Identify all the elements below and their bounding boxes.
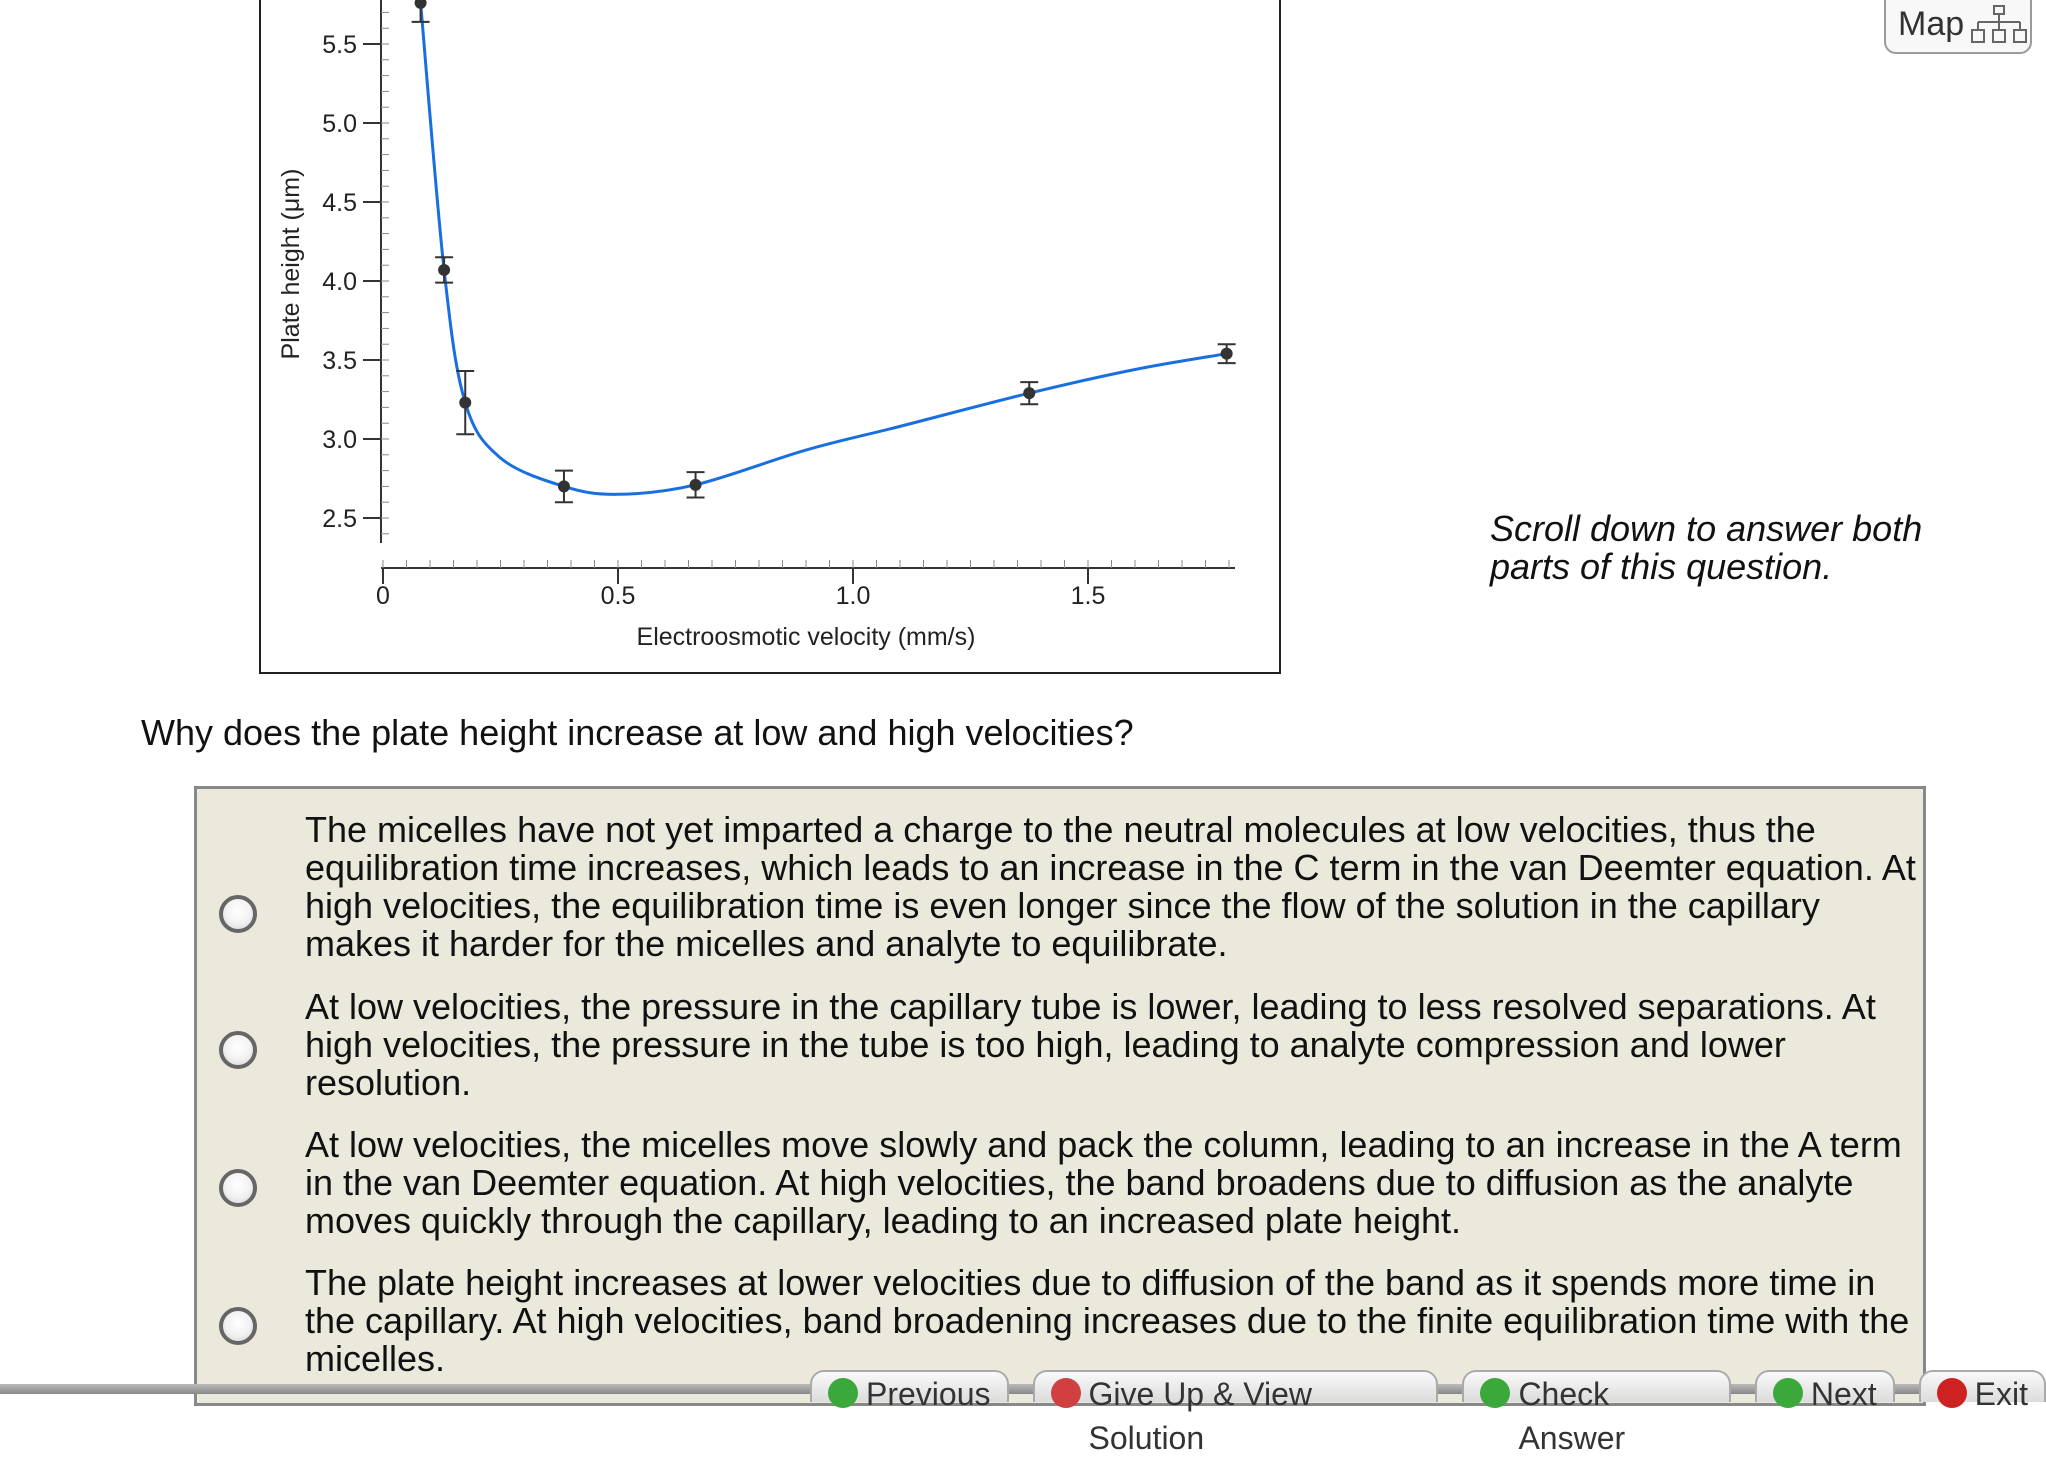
next-icon xyxy=(1773,1378,1803,1408)
radio-button-4[interactable] xyxy=(219,1307,257,1345)
radio-button-3[interactable] xyxy=(219,1169,257,1207)
y-axis xyxy=(322,0,389,543)
exit-label: Exit xyxy=(1974,1376,2028,1412)
give-up-icon xyxy=(1051,1378,1081,1408)
y-tick-label: 3.0 xyxy=(322,426,357,454)
give-up-label: Give Up & View Solution xyxy=(1088,1376,1312,1456)
chart-frame xyxy=(259,0,1281,674)
data-point xyxy=(555,471,573,503)
next-label: Next xyxy=(1810,1376,1877,1412)
give-up-button[interactable] xyxy=(1033,1370,1439,1456)
previous-label: Previous xyxy=(866,1376,991,1412)
footer-toolbar xyxy=(810,1370,2046,1456)
choice-2-text: At low velocities, the pressure in the capillary tube is lower, leading to less resolved separations. At high velocities, the pressure in the tube is too high, leading to analyte compression and lower resolution. xyxy=(305,986,1876,1103)
check-answer-button[interactable] xyxy=(1462,1370,1730,1456)
next-button[interactable] xyxy=(1755,1370,1895,1412)
previous-button[interactable] xyxy=(810,1370,1009,1412)
choice-4-text: The plate height increases at lower velocities due to diffusion of the band as it spends more time in the capillary. At high velocities, band broadening increases due to the finite equilibration time with the micelles. xyxy=(305,1262,1910,1379)
question-text: Why does the plate height increase at low and high velocities? xyxy=(141,712,1134,753)
y-tick-label: 4.0 xyxy=(322,268,357,296)
x-tick-label: 0 xyxy=(376,582,390,610)
data-point xyxy=(435,257,453,282)
exit-icon xyxy=(1937,1378,1967,1408)
y-axis-title: Plate height (μm) xyxy=(277,168,305,360)
van-deemter-chart xyxy=(261,0,1279,672)
y-tick-label: 5.5 xyxy=(322,31,357,59)
map-label: Map xyxy=(1898,4,1965,43)
choice-1-text: The micelles have not yet imparted a charge to the neutral molecules at low velocities, thus the equilibration time increases, which leads to an increase in the C term in the van Deemter equation. At high velocities, the equilibration time is even longer since the flow of the solution in the capillary makes it harder for the micelles and analyte to equilibrate. xyxy=(305,809,1916,964)
scroll-note: Scroll down to answer both parts of this question. xyxy=(1490,508,1923,587)
map-button[interactable] xyxy=(1884,0,2032,54)
sitemap-icon xyxy=(1970,4,2028,44)
y-tick-label: 2.5 xyxy=(322,505,357,533)
y-tick-label: 3.5 xyxy=(322,347,357,375)
y-tick-label: 5.0 xyxy=(322,110,357,138)
answer-choices xyxy=(194,786,1926,1406)
radio-button-1[interactable] xyxy=(219,895,257,933)
x-tick-label: 1.0 xyxy=(835,582,871,610)
previous-icon xyxy=(828,1378,858,1408)
x-tick-label: 1.5 xyxy=(1070,582,1106,610)
radio-button-2[interactable] xyxy=(219,1031,257,1069)
check-answer-label: Check Answer xyxy=(1518,1376,1626,1456)
x-axis xyxy=(376,560,1235,610)
x-axis-title: Electroosmotic velocity (mm/s) xyxy=(636,623,976,651)
data-point xyxy=(412,0,430,22)
exit-button[interactable] xyxy=(1919,1370,2046,1412)
x-tick-label: 0.5 xyxy=(600,582,636,610)
y-tick-label: 4.5 xyxy=(322,189,357,217)
fit-curve xyxy=(421,3,1227,494)
choice-3-text: At low velocities, the micelles move slowly and pack the column, leading to an increase in the A term in the van Deemter equation. At high velocities, the band broadens due to diffusion as the analyte moves quickly through the capillary, leading to an increased plate height. xyxy=(305,1124,1902,1241)
